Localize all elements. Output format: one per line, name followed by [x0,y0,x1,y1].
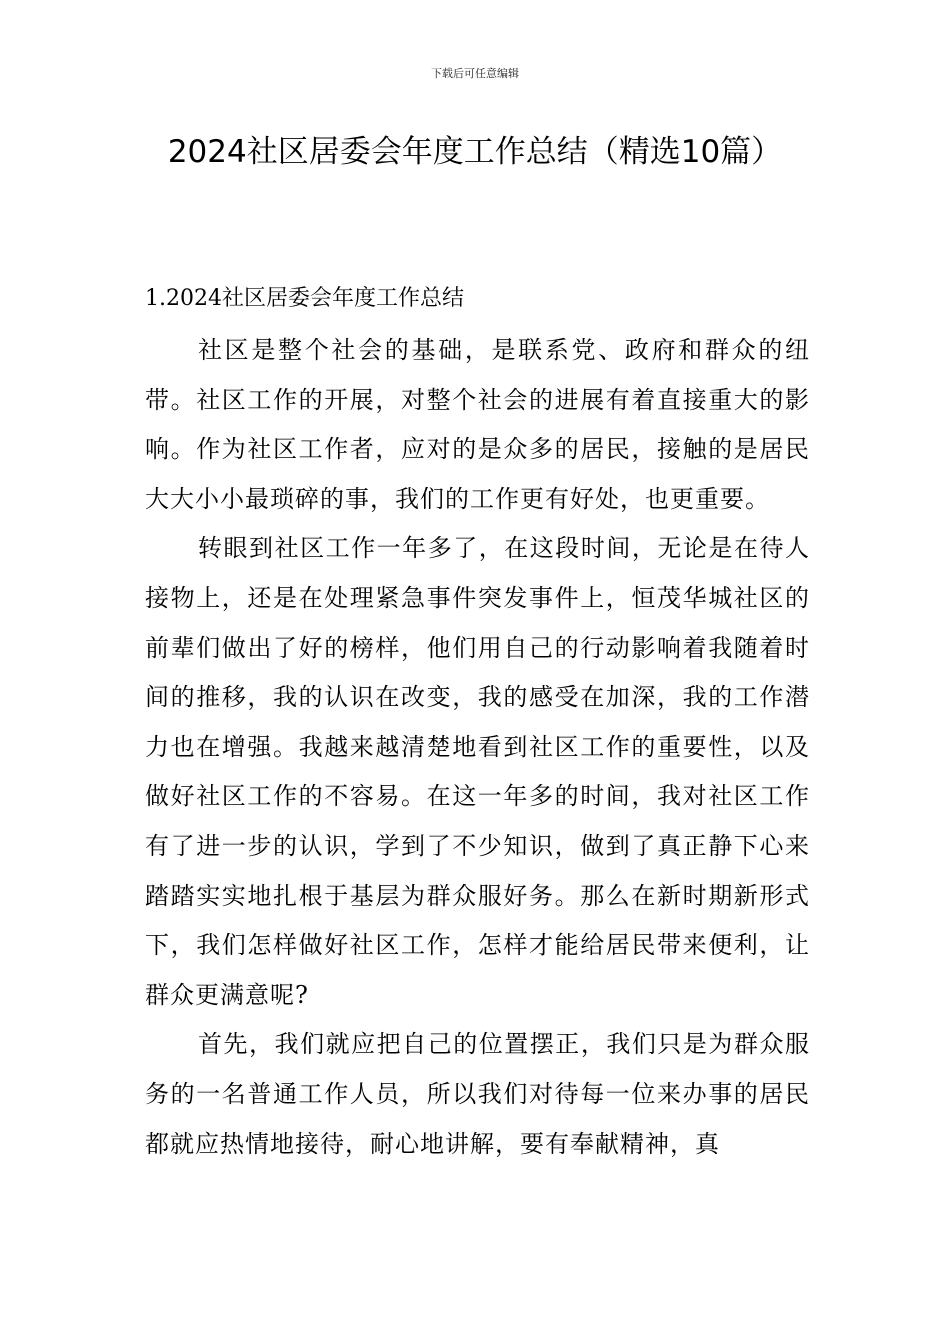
section-heading: 1.2024社区居委会年度工作总结 [145,286,464,311]
paragraph-2: 转眼到社区工作一年多了，在这段时间，无论是在待人接物上，还是在处理紧急事件突发事件上，恒茂华城社区的前辈们做出了好的榜样，他们用自己的行动影响着我随着时间的推移，我的认识在改变，我的感受在加深，我的工作潜力也在增强。我越来越清楚地看到社区工作的重要性，以及做好社区工作的不容易。在这一年多的时间，我对社区工作有了进一步的认识，学到了不少知识，做到了真正静下心来踏踏实实地扎根于基层为群众服好务。那么在新时期新形式下，我们怎样做好社区工作，怎样才能给居民带来便利，让群众更满意呢? [145,534,810,1009]
page-header-note: 下载后可任意编辑 [431,67,519,80]
document-title: 2024社区居委会年度工作总结（精选10篇） [167,134,783,170]
paragraph-3: 首先，我们就应把自己的位置摆正，我们只是为群众服务的一名普通工作人员，所以我们对待每一位来办事的居民都就应热情地接待，耐心地讲解，要有奉献精神，真 [145,1030,810,1158]
document-body [145,276,810,1169]
paragraph-1: 社区是整个社会的基础，是联系党、政府和群众的纽带。社区工作的开展，对整个社会的进展有着直接重大的影响。作为社区工作者，应对的是众多的居民，接触的是居民大大小小最琐碎的事，我们的工作更有好处，也更重要。 [145,336,810,513]
